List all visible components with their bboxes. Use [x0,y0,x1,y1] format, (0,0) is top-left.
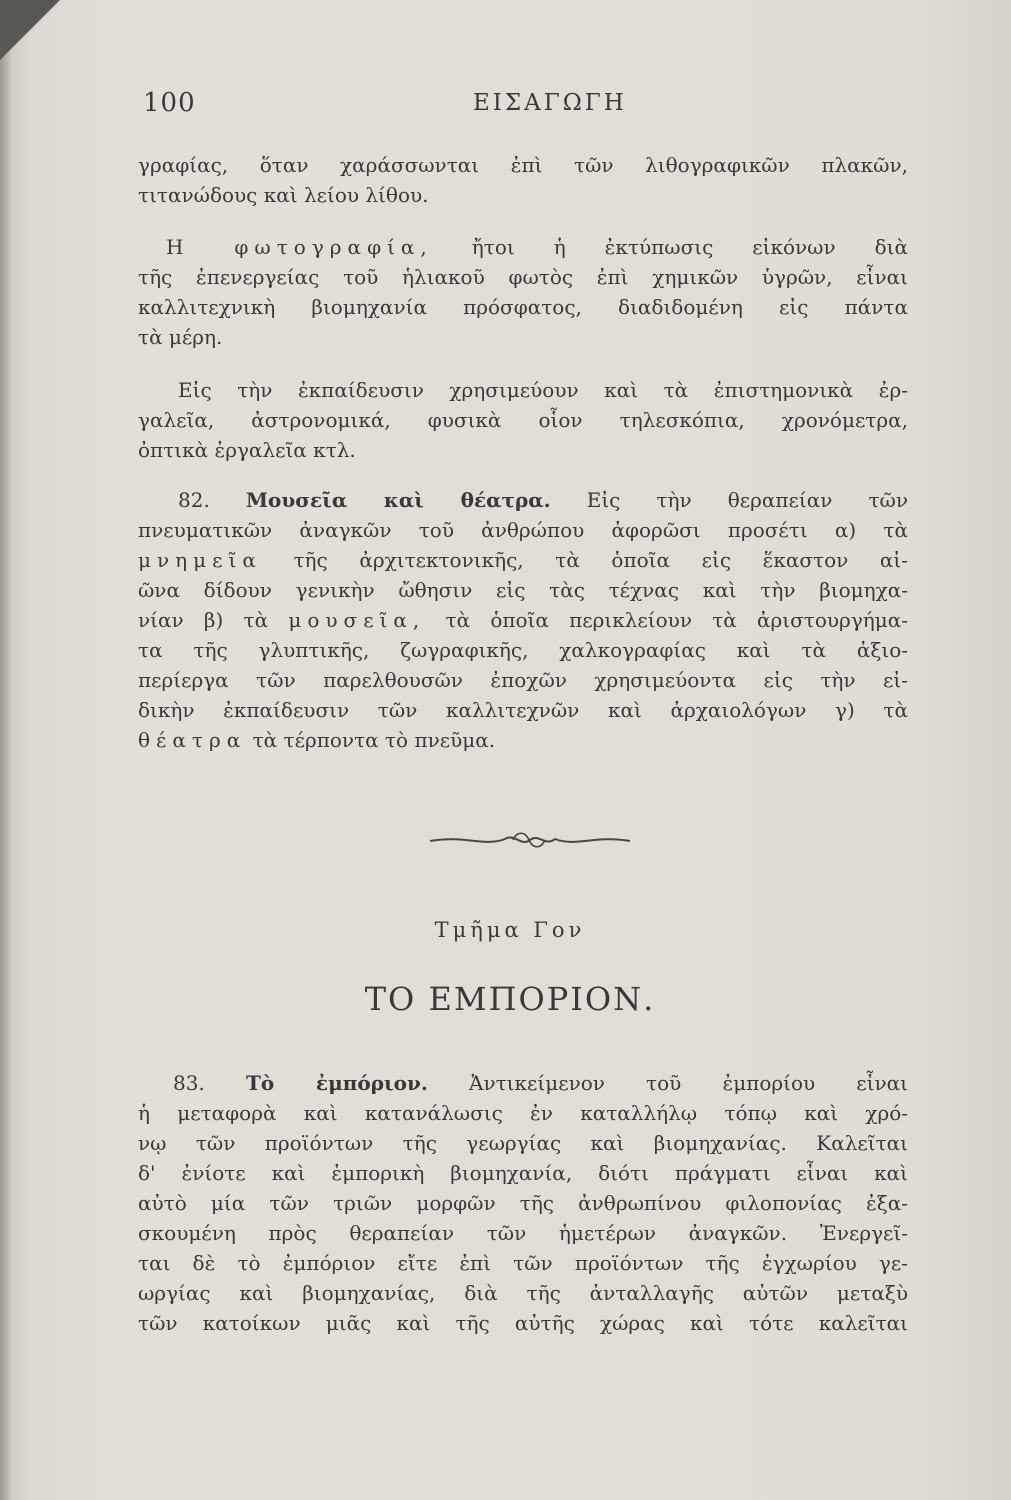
paragraph-lithography [138,150,908,210]
text-fragment: τὰ ὁποῖα περικλείουν τὰ ἀριστουργήμα- [445,608,908,632]
paragraph-instruments [138,375,908,465]
section-heading: Τὸ ἐμπόριον. [245,1071,428,1095]
text-line: περίεργα τῶν παρελθουσῶν ἐποχῶν χρησιμεύοντα εἰς τὴν εἰ- [138,668,908,692]
term-monuments: μνημεῖα [138,548,262,572]
section-label: Τμῆμα Γον [434,918,586,942]
text-line: τιτανώδους καὶ λείου λίθου. [138,183,429,207]
text-fragment: τὰ τέρποντα τὸ πνεῦμα. [252,728,496,752]
text-fragment: ἤτοι ἡ ἐκτύπωσις εἰκόνων διὰ [471,235,908,259]
text-fragment: Ἀντικείμενον τοῦ ἐμπορίου εἶναι [469,1071,908,1095]
text-line [138,545,908,575]
text-fragment: Εἰς τὴν θεραπείαν τῶν [586,488,908,512]
text-line: τῆς ἐπενεργείας τοῦ ἡλιακοῦ φωτὸς ἐπὶ χημικῶν ὑγρῶν, εἶναι [138,265,908,289]
ornament-divider [425,825,635,855]
text-line: τῶν κατοίκων μιᾶς καὶ τῆς αὐτῆς χώρας καὶ τότε καλεῖται [138,1311,908,1335]
text-line: ωργίας καὶ βιομηχανίας, διὰ τῆς ἀνταλλαγῆς αὐτῶν μεταξὺ [138,1281,908,1305]
text-line: τὰ μέρη. [138,325,223,349]
text-line: σκουμένη πρὸς θεραπείαν τῶν ἡμετέρων ἀναγκῶν. Ἐνεργεῖ- [138,1221,908,1245]
text-line: ἡ μεταφορὰ καὶ κατανάλωσις ἐν καταλλήλῳ τόπῳ καὶ χρό- [138,1101,908,1125]
page-number: 100 [143,88,196,118]
section-title: ΤΟ ΕΜΠΟΡΙΟΝ. [364,980,656,1018]
text-line: Εἰς τὴν ἐκπαίδευσιν χρησιμεύουν καὶ τὰ ἐπιστημονικὰ ἐρ- [178,378,908,402]
text-line: τα τῆς γλυπτικῆς, ζωγραφικῆς, χαλκογραφίας καὶ τὰ ἀξιο- [138,638,908,662]
text-line: δ' ἐνίοτε καὶ ἐμπορικὴ βιομηχανία, διότι πράγματι εἶναι καὶ [138,1161,908,1185]
text-line: καλλιτεχνικὴ βιομηχανία πρόσφατος, διαδιδομένη εἰς πάντα [138,295,908,319]
text-line: γραφίας, ὅταν χαράσσωνται ἐπὶ τῶν λιθογραφικῶν πλακῶν, [138,153,908,177]
text-line [138,605,908,635]
text-line [138,485,908,515]
running-head: ΕΙΣΑΓΩΓΗ [473,90,627,116]
text-line: αὐτὸ μία τῶν τριῶν μορφῶν τῆς ἀνθρωπίνου φιλοπονίας ἐξα- [138,1191,908,1215]
section-83 [138,1068,908,1338]
term-theatres: θέατρα [138,728,247,752]
text-line [138,232,908,262]
term-museums: μουσεῖα, [288,608,426,632]
text-line: πνευματικῶν ἀναγκῶν τοῦ ἀνθρώπου ἀφορῶσι προσέτι α) τὰ [138,518,908,542]
section-heading: Μουσεῖα καὶ θέατρα. [245,488,551,512]
section-number: 83. [173,1071,205,1095]
paragraph-photography [138,232,908,352]
text-fragment: τῆς ἀρχιτεκτονικῆς, τὰ ὁποῖα εἰς ἕκαστον αἰ- [293,548,908,572]
text-line [138,725,908,755]
page-edge-shadow [0,0,12,1500]
text-line: ται δὲ τὸ ἐμπόριον εἴτε ἐπὶ τῶν προϊόντων τῆς ἐγχωρίου γε- [138,1251,908,1275]
text-line: δικὴν ἐκπαίδευσιν τῶν καλλιτεχνῶν καὶ ἀρχαιολόγων γ) τὰ [138,698,908,722]
text-line [138,1068,908,1098]
text-line: ὀπτικὰ ἐργαλεῖα κτλ. [138,438,356,462]
section-82 [138,485,908,755]
text-line: ῶνα δίδουν γενικὴν ὤθησιν εἰς τὰς τέχνας καὶ τὴν βιομηχα- [138,578,908,602]
text-line: γαλεῖα, ἀστρονομικά, φυσικὰ οἷον τηλεσκόπια, χρονόμετρα, [138,408,908,432]
page-header [143,88,908,122]
text-fragment: νίαν β) τὰ [138,608,269,632]
term-photography: Η φωτογραφία, [166,235,433,259]
text-line: νῳ τῶν προϊόντων τῆς γεωργίας καὶ βιομηχανίας. Καλεῖται [138,1131,908,1155]
page-corner [0,0,60,60]
section-number: 82. [178,488,210,512]
